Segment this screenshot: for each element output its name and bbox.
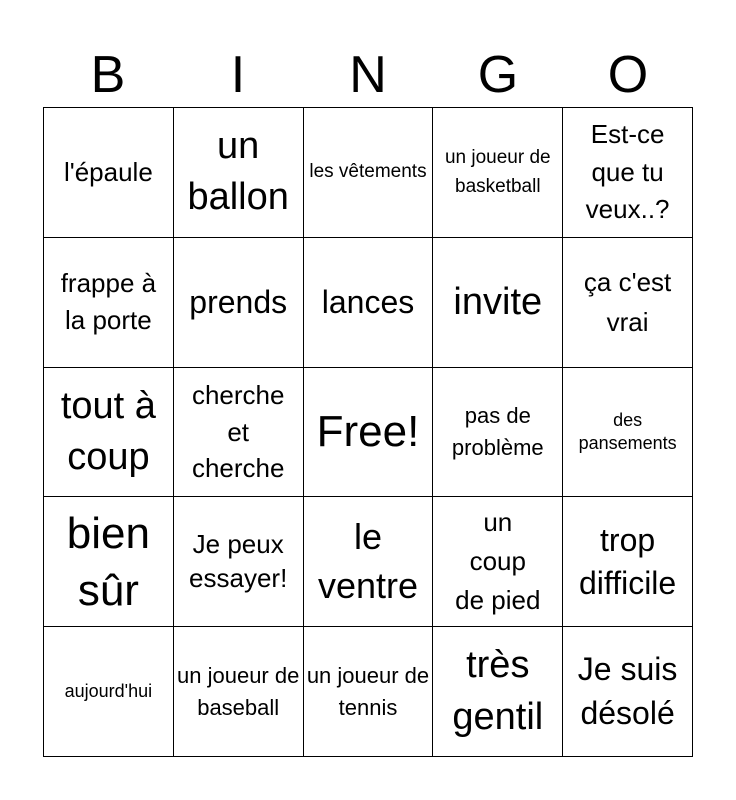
bingo-cell[interactable] xyxy=(563,368,693,498)
bingo-header xyxy=(43,44,693,106)
bingo-cell[interactable] xyxy=(44,238,174,368)
cell-text: le ventre xyxy=(317,516,419,606)
bingo-cell[interactable] xyxy=(304,108,434,238)
cell-text: tout à coup xyxy=(60,384,156,478)
bingo-cell[interactable] xyxy=(174,238,304,368)
bingo-cell[interactable] xyxy=(563,627,693,757)
bingo-cell[interactable] xyxy=(563,497,693,627)
cell-text: Je suis désolé xyxy=(577,651,678,731)
cell-text: l'épaule xyxy=(63,156,153,187)
bingo-cell[interactable] xyxy=(433,238,563,368)
header-letter-o: O xyxy=(607,46,649,104)
bingo-cell[interactable] xyxy=(44,627,174,757)
cell-text: ça c'est vrai xyxy=(583,266,672,338)
cell-text: les vêtements xyxy=(309,161,427,183)
header-letter-n: N xyxy=(349,46,387,104)
bingo-cell[interactable] xyxy=(174,368,304,498)
cell-text: un coup de pied xyxy=(455,507,541,616)
bingo-cell[interactable] xyxy=(433,627,563,757)
bingo-cell[interactable] xyxy=(174,108,304,238)
cell-text: aujourd'hui xyxy=(64,680,153,701)
free-space-label: Free! xyxy=(316,406,420,456)
bingo-cell[interactable] xyxy=(304,238,434,368)
header-letter-g: G xyxy=(477,46,519,104)
cell-text: trop difficile xyxy=(578,521,677,601)
bingo-cell[interactable] xyxy=(44,368,174,498)
bingo-cell[interactable] xyxy=(174,627,304,757)
bingo-cell[interactable] xyxy=(44,497,174,627)
bingo-cell[interactable] xyxy=(433,108,563,238)
header-letter-i: I xyxy=(230,46,246,104)
header-letter-b: B xyxy=(90,46,126,104)
bingo-cell[interactable] xyxy=(174,497,304,627)
bingo-cell[interactable] xyxy=(563,108,693,238)
cell-text: très gentil xyxy=(452,644,544,738)
bingo-cell[interactable] xyxy=(563,238,693,368)
cell-text: frappe à la porte xyxy=(60,267,157,336)
bingo-cell[interactable] xyxy=(433,368,563,498)
cell-text: un joueur de tennis xyxy=(306,662,430,720)
cell-text: prends xyxy=(189,283,288,320)
bingo-cell[interactable] xyxy=(304,627,434,757)
cell-text: un ballon xyxy=(187,125,289,219)
bingo-cell[interactable] xyxy=(304,497,434,627)
free-space xyxy=(304,368,434,498)
cell-text: Je peux essayer! xyxy=(189,528,288,593)
cell-text: des pansements xyxy=(578,409,677,453)
bingo-card-grid xyxy=(43,107,693,757)
bingo-cell[interactable] xyxy=(44,108,174,238)
cell-text: Est-ce que tu veux..? xyxy=(585,118,670,225)
cell-text: invite xyxy=(453,280,543,323)
bingo-cell[interactable] xyxy=(433,497,563,627)
cell-text: un joueur de baseball xyxy=(177,662,300,720)
cell-text: cherche et cherche xyxy=(191,380,285,484)
cell-text: lances xyxy=(321,283,415,320)
cell-text: un joueur de basketball xyxy=(444,146,551,198)
cell-text: pas de problème xyxy=(451,403,544,460)
cell-text: bien sûr xyxy=(66,508,150,615)
